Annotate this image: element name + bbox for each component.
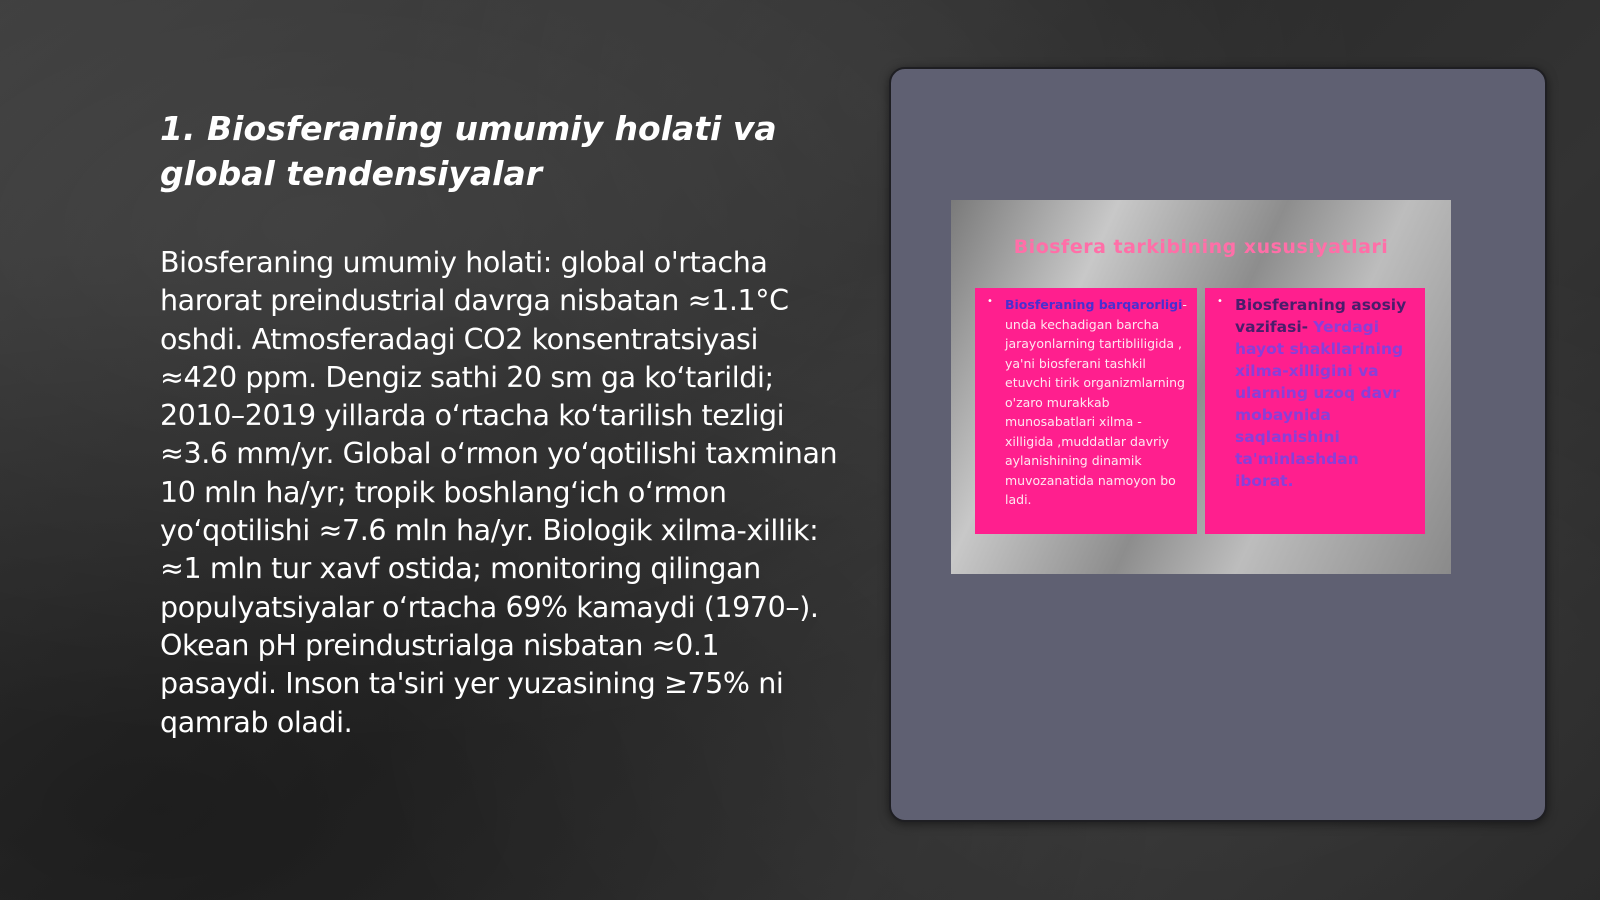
left-definition-box: [975, 288, 1197, 534]
right-definition-box: [1205, 288, 1425, 534]
bullet-icon: •: [987, 296, 993, 307]
embedded-slide-title: Biosfera tarkibining xususiyatlari: [1013, 236, 1389, 258]
left-box-term: Biosferaning barqarorligi: [1005, 297, 1183, 312]
right-box-text: Yerdagi hayot shakllarining xilma-xilligini va ularning uzoq davr mobaynida saqlanishini ta'minlashdan iborat.: [1235, 318, 1404, 490]
left-box-text: -unda kechadigan barcha jarayonlarning tartibliligida , ya'ni biosferani tashkil etuvchi tirik organizmlarning o'zaro murakkab munosabatlari xilma - xilligida ,muddatlar davriy aylanishining dinamik muvozanatida namoyon bo ladi.: [1005, 297, 1187, 507]
bullet-icon: •: [1217, 296, 1223, 307]
right-box-term: Biosferaning asosiy vazifasi-: [1235, 296, 1407, 336]
slide-title: 1. Biosferaning umumiy holati va global tendensiyalar: [160, 109, 777, 193]
embedded-slide-image: [951, 200, 1451, 574]
image-frame: [889, 67, 1547, 822]
slide-body-text: Biosferaning umumiy holati: global o'rtacha harorat preindustrial davrga nisbatan ≈1.1°C oshdi. Atmosferadagi CO2 konsentratsiyasi ≈420 ppm. Dengiz sathi 20 sm ga koʻtarildi; 2010–2019 yillarda oʻrtacha koʻtarilish tezligi ≈3.6 mm/yr. Global oʻrmon yoʻqotilishi taxminan 10 mln ha/yr; tropik boshlangʻich oʻrmon yoʻqotilishi ≈7.6 mln ha/yr. Biologik xilma-xillik: ≈1 mln tur xavf ostida; monitoring qilingan populyatsiyalar oʻrtacha 69% kamaydi (1970–). Okean pH preindustrialga nisbatan ≈0.1 pasaydi. Inson ta'siri yer yuzasining ≥75% ni qamrab oladi.: [160, 246, 838, 739]
